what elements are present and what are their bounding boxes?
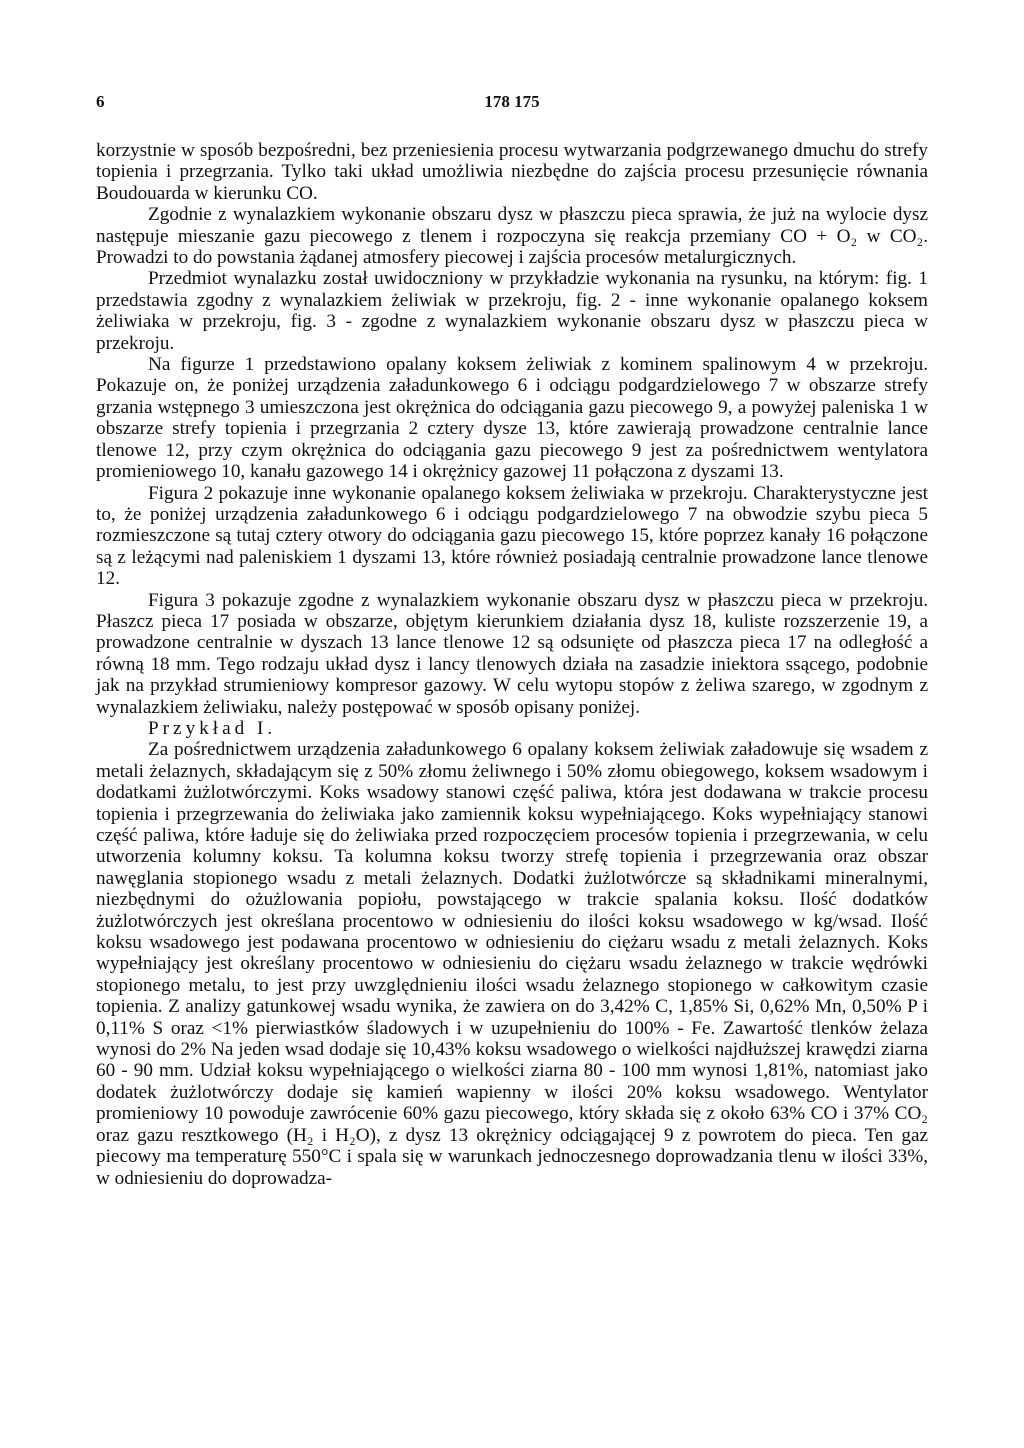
paragraph-figure-2: Figura 2 pokazuje inne wykonanie opalanego koksem żeliwiaka w przekroju. Charakterystyczne jest to, że poniżej urządzenia załadunkowego 6 i odciągu podgardzielowego 7 na obwodzie szybu pieca 5 rozmieszczone są tutaj cztery otwory do odciągania gazu piecowego 15, które poprzez kanały 16 połączone są z leżącymi nad paleniskiem 1 dyszami 13, które również posiadają centralnie prowadzone lance tlenowe 12. — [96, 482, 928, 590]
page-header — [96, 92, 928, 116]
page-number: 6 — [96, 92, 105, 111]
paragraph-continuation: korzystnie w sposób bezpośredni, bez przeniesienia procesu wytwarzania podgrzewanego dmuchu do strefy topienia i przegrzania. Tylko taki układ umożliwia niezbędne do zajścia procesu przesunięcie równania Boudouarda w kierunku CO. — [96, 140, 928, 204]
paragraph-example-1: Za pośrednictwem urządzenia załadunkowego 6 opalany koksem żeliwiak załadowuje się wsadem z metali żelaznych, składającym się z 50% złomu żeliwnego i 50% złomu obiegowego, koksem wsadowym i dodatkami żużlotwórczymi. Koks wsadowy stanowi część paliwa, która jest dodawana w trakcie procesu topienia i przegrzewania do żeliwiaka jako zamiennik koksu wypełniającego. Koks wypełniający stanowi część paliwa, które ładuje się do żeliwiaka przed rozpoczęciem procesów topienia i przegrzewania, w celu utworzenia kolumny koksu. Ta kolumna koksu tworzy strefę topienia i przegrzewania oraz obszar nawęglania stopionego wsadu z metali żelaznych. Dodatki żużlotwórcze są składnikami mineralnymi, niezbędnymi do ożużlowania popiołu, powstającego w trakcie spalania koksu. Ilość dodatków żużlotwórczych jest określana procentowo w odniesieniu do ilości koksu wsadowego w kg/wsad. Ilość koksu wsadowego jest podawana procentowo w odniesieniu do ciężaru wsadu z metali żelaznych. Koks wypełniający jest określany procentowo w odniesieniu do ciężaru wsadu żelaznego w trakcie wędrówki stopionego metalu, to jest przy uwzględnieniu ilości wsadu żelaznego stopionego w całkowitym czasie topienia. Z analizy gatunkowej wsadu wynika, że zawiera on do 3,42% C, 1,85% Si, 0,62% Mn, 0,50% P i 0,11% S oraz <1% pierwiastków śladowych i w uzupełnieniu do 100% - Fe. Zawartość tlenków żelaza wynosi do 2% Na jeden wsad dodaje się 10,43% koksu wsadowego o wielkości najdłuższej krawędzi ziarna 60 - 90 mm. Udział koksu wypełniającego o wielkości ziarna 80 - 100 mm wynosi 1,81%, natomiast jako dodatek żużlotwórczy dodaje się kamień wapienny w ilości 20% koksu wsadowego. Wentylator promieniowy 10 powoduje zawrócenie 60% gazu piecowego, który składa się z około 63% CO i 37% CO₂ oraz gazu resztkowego (H₂ i H₂O), z dysz 13 okrężnicy odciągającej 9 z powrotem do pieca. Ten gaz piecowy ma temperaturę 550°C i spala się w warunkach jednoczesnego doprowadzania tlenu w ilości 33%, w odniesieniu do doprowadza- — [96, 739, 928, 1189]
paragraph-figures-overview: Przedmiot wynalazku został uwidoczniony w przykładzie wykonania na rysunku, na którym: fig. 1 przedstawia zgodny z wynalazkiem żeliwiak w przekroju, fig. 2 - inne wykonanie opalanego koksem żeliwiaka w przekroju, fig. 3 - zgodne z wynalazkiem wykonanie obszaru dysz w płaszczu pieca w przekroju. — [96, 268, 928, 354]
patent-number: 178 175 — [484, 92, 540, 111]
example-heading: Przykład I. — [148, 717, 277, 739]
paragraph-figure-3: Figura 3 pokazuje zgodne z wynalazkiem wykonanie obszaru dysz w płaszczu pieca w przekroju. Płaszcz pieca 17 posiada w obszarze, objętym kierunkiem działania dysz 18, kuliste rozszerzenie 19, a prowadzone centralnie w dyszach 13 lance tlenowe 12 są odsunięte od płaszcza pieca 17 na odległość a równą 18 mm. Tego rodzaju układ dysz i lancy tlenowych działa na zasadzie iniektora ssącego, podobnie jak na przykład strumieniowy kompresor gazowy. W celu wytopu stopów z żeliwa szarego, w zgodnym z wynalazkiem żeliwiaku, należy postępować w sposób opisany poniżej. — [96, 589, 928, 718]
paragraph-nozzle-area: Zgodnie z wynalazkiem wykonanie obszaru dysz w płaszczu pieca sprawia, że już na wylocie dysz następuje mieszanie gazu piecowego z tlenem i rozpoczyna się reakcja przemiany CO + O₂ w CO₂. Prowadzi to do powstania żądanej atmosfery piecowej i zajścia procesów metalurgicznych. — [96, 204, 928, 269]
document-body — [96, 140, 928, 1189]
paragraph-figure-1: Na figurze 1 przedstawiono opalany koksem żeliwiak z kominem spalinowym 4 w przekroju. Pokazuje on, że poniżej urządzenia załadunkowego 6 i odciągu podgardzielowego 7 w obszarze strefy grzania wstępnego 3 umieszczona jest okrężnica do odciągania gazu piecowego 9, a powyżej paleniska 1 w obszarze strefy topienia i przegrzania 2 cztery dysze 13, które zawierają prowadzone centralnie lance tlenowe 12, przy czym okrężnica do odciągania gazu piecowego 9 jest za pośrednictwem wentylatora promieniowego 10, kanału gazowego 14 i okrężnicy gazowej 11 połączona z dyszami 13. — [96, 354, 928, 483]
